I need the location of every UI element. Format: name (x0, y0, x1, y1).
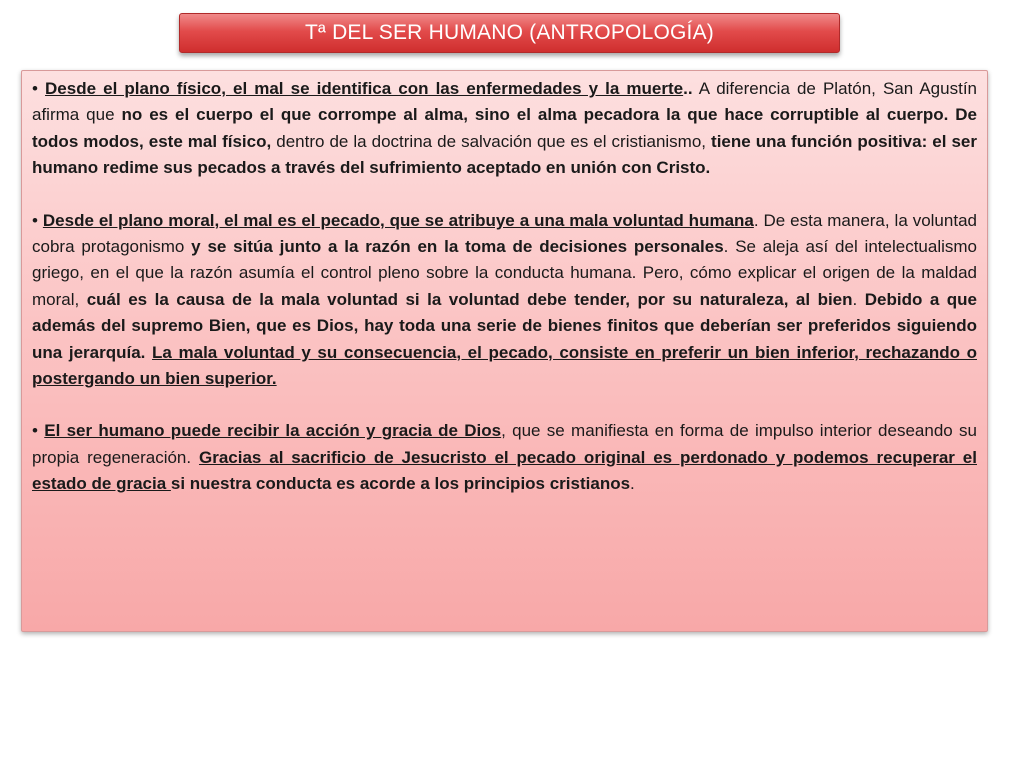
content-box (21, 70, 988, 632)
text-segment: cuál es la causa de la mala voluntad si la voluntad debe tender, por su naturaleza, al bien (86, 289, 853, 309)
text-segment: . (852, 289, 865, 309)
slide-title-box (179, 13, 840, 53)
text-segment: La mala voluntad y su consecuencia, el pecado, consiste en preferir un bien inferior, rechazando o postergando un bien superior. (32, 342, 977, 389)
text-segment: tiene una función positiva: el ser humano redime sus pecados a través del sufrimiento aceptado en unión con Cristo. (32, 131, 977, 178)
text-segment: El ser humano puede recibir la acción y gracia de Dios (44, 421, 502, 441)
text-segment: Debido a que además del supremo Bien, que es Dios, hay toda una serie de bienes finitos que deberían ser preferidos siguiendo una jerarquía. (32, 289, 977, 362)
slide-title: Tª DEL SER HUMANO (ANTROPOLOGÍA) (305, 21, 714, 44)
paragraph-moral-evil (32, 208, 977, 393)
text-segment: • (32, 210, 43, 230)
text-segment: no es el cuerpo el que corrompe al alma, sino el alma pecadora la que hace corruptible al cuerpo. De todos modos, este mal físico, (32, 105, 978, 151)
text-segment: . Se aleja así del intelectualismo griego, en el que la razón asumía el control pleno sobre la conducta humana. Pero, cómo explicar el origen de la maldad moral, (32, 237, 977, 309)
text-segment: . De esta manera, la voluntad cobra protagonismo (32, 210, 977, 257)
paragraph-divine-grace (32, 418, 977, 497)
paragraph-physical-evil (32, 76, 977, 182)
text-segment: Desde el plano físico, el mal se identifica con las enfermedades y la muerte (45, 79, 684, 98)
text-segment: .. (683, 79, 693, 98)
text-segment: dentro de la doctrina de salvación que es el cristianismo, (271, 131, 712, 151)
text-segment: , que se manifiesta en forma de impulso interior deseando su propia regeneración. (32, 421, 977, 467)
text-segment: Desde el plano moral, el mal es el pecado, que se atribuye a una mala voluntad humana (42, 210, 754, 230)
text-segment: A diferencia de Platón, San Agustín afirma que (32, 79, 977, 125)
text-segment: . (630, 474, 635, 494)
text-segment: Gracias al sacrificio de Jesucristo el pecado original es perdonado y podemos recuperar el estado de gracia (32, 447, 977, 494)
text-segment: si nuestra conducta es acorde a los principios cristianos (170, 474, 631, 494)
text-segment: • (32, 421, 45, 441)
text-segment: • (32, 79, 46, 98)
text-segment: y se sitúa junto a la razón en la toma de decisiones personales (191, 237, 724, 257)
